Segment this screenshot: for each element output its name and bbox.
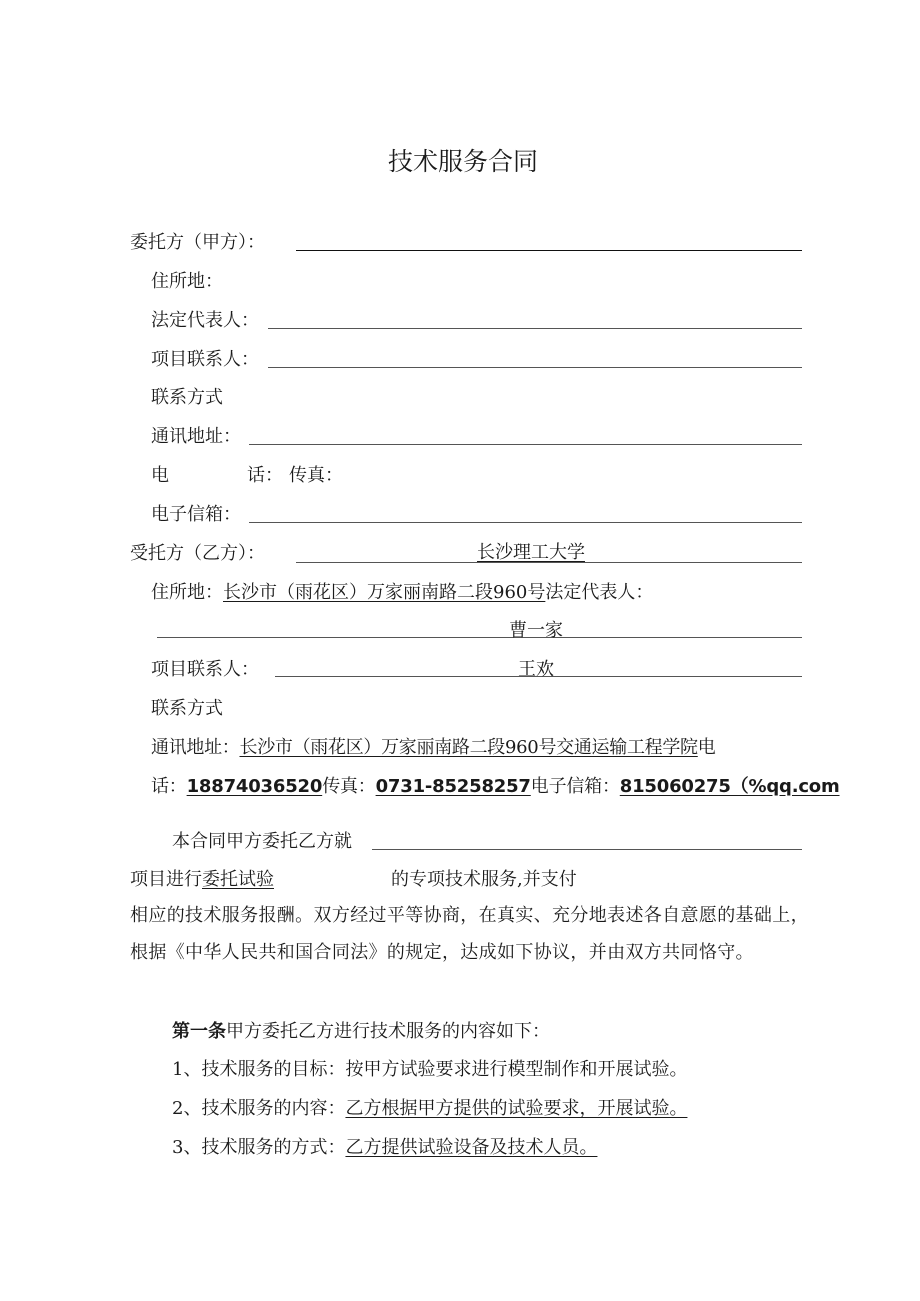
party-b-address-label: 住所地： (151, 582, 223, 603)
party-b-email-label: 电子信箱： (530, 776, 620, 797)
party-a-email-label: 电子信箱： (151, 504, 241, 525)
page-title: 技术服务合同 (388, 147, 539, 176)
party-a-legal-rep-label: 法定代表人： (151, 310, 259, 331)
item-3 (172, 1136, 597, 1160)
party-b-phone-line (151, 775, 840, 799)
party-b-mail-address-line (151, 736, 715, 760)
party-a-legal-rep-field[interactable] (268, 328, 802, 329)
party-a-label: 委托方（甲方）： (130, 232, 265, 253)
project-type: 委托试验 (202, 869, 274, 890)
party-b-address-line (151, 581, 653, 605)
party-b-mail-address-value: 长沙市（雨花区）万家丽南路二段960号交通运输工程学院 (239, 737, 698, 758)
party-a-phone-label-char2: 话： (247, 465, 283, 486)
item-3-label: 3、技术服务的方式： (172, 1137, 346, 1158)
party-b-contact-method-label: 联系方式 (151, 698, 223, 719)
project-prefix: 项目进行 (130, 869, 202, 890)
item-1-label: 1、技术服务的目标： (172, 1059, 346, 1080)
party-b-address-value: 长沙市（雨花区）万家丽南路二段960号 (223, 582, 546, 603)
party-b-mail-address-label: 通讯地址： (151, 737, 240, 758)
party-a-mail-address-field[interactable] (249, 444, 802, 445)
party-a-name-field[interactable] (296, 250, 802, 251)
item-1 (172, 1058, 687, 1082)
article-1-label: 第一条 (172, 1021, 226, 1042)
contract-paragraph: 相应的技术服务报酬。双方经过平等协商，在真实、充分地表述各自意愿的基础上，根据《中华人民共和国合同法》的规定，达成如下协议，并由双方共同恪守。 (130, 905, 809, 963)
party-a-mail-address-label: 通讯地址： (151, 426, 241, 447)
item-3-value: 乙方提供试验设备及技术人员。 (345, 1137, 598, 1158)
party-b-contact-person-value: 王欢 (518, 659, 554, 680)
party-a-email-field[interactable] (249, 522, 802, 523)
party-b-phone-value: 18874036520 (186, 776, 323, 797)
project-name-field[interactable] (372, 849, 802, 850)
party-b-fax-label: 传真： (322, 776, 376, 797)
party-a-phone-label-char1: 电 (151, 465, 169, 486)
party-b-contact-person-label: 项目联系人： (151, 659, 259, 680)
party-a-contact-method-label: 联系方式 (151, 387, 223, 408)
party-a-fax-label: 传真： (289, 465, 343, 486)
party-b-legal-rep-label: 法定代表人： (545, 582, 654, 603)
party-b-legal-rep-field[interactable] (157, 637, 802, 638)
item-2 (172, 1097, 687, 1121)
article-1-text: 甲方委托乙方进行技术服务的内容如下： (226, 1021, 550, 1042)
service-suffix: 的专项技术服务,并支付 (391, 869, 577, 890)
project-line (130, 868, 274, 892)
party-b-label: 受托方（乙方）： (130, 543, 265, 564)
item-1-value: 按甲方试验要求进行模型制作和开展试验。 (345, 1059, 688, 1080)
intro-prefix: 本合同甲方委托乙方就 (172, 831, 352, 852)
item-2-value: 乙方根据甲方提供的试验要求，开展试验。 (345, 1098, 688, 1119)
party-a-contact-person-field[interactable] (268, 367, 802, 368)
party-b-email-value: 815060275（%qq.com (619, 776, 840, 797)
article-1-line (172, 1020, 550, 1044)
party-b-name: 长沙理工大学 (477, 542, 585, 563)
party-a-contact-person-label: 项目联系人： (151, 349, 259, 370)
party-b-fax-value: 0731-85258257 (375, 776, 531, 797)
party-b-legal-rep-value: 曹一家 (509, 620, 563, 641)
party-b-phone-label-char1: 电 (697, 737, 716, 758)
party-b-phone-label-char2: 话： (151, 776, 187, 797)
party-a-address-label: 住所地： (151, 271, 223, 292)
item-2-label: 2、技术服务的内容： (172, 1098, 346, 1119)
